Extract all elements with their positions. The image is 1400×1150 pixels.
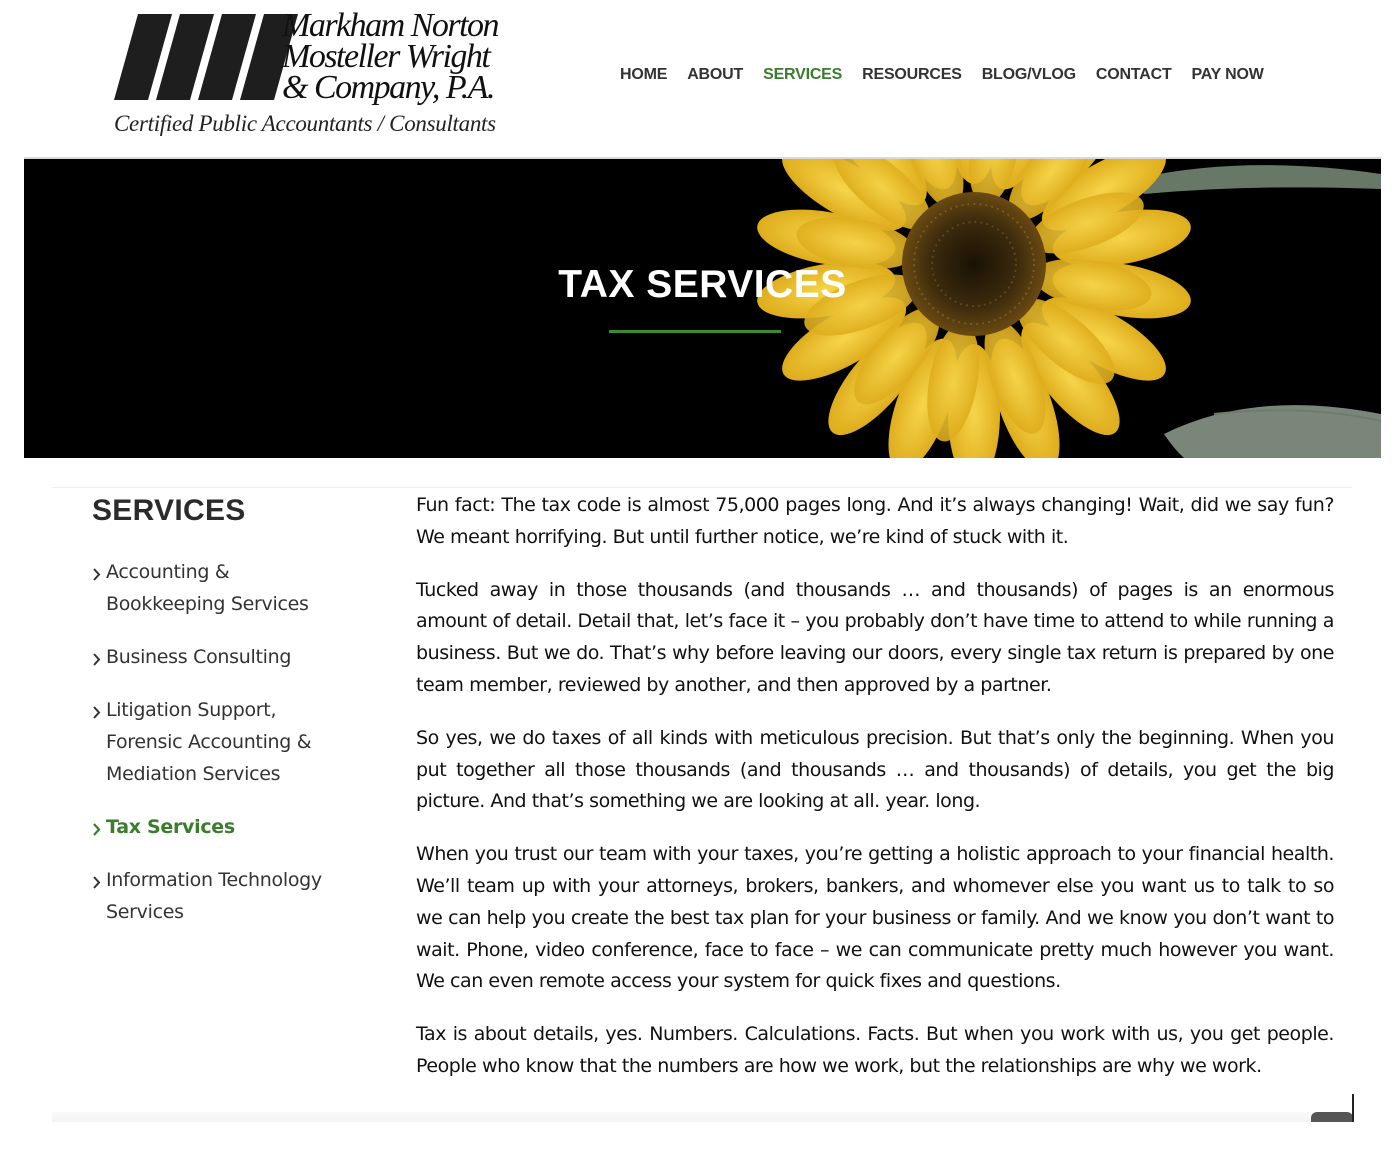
logo-wordmark (282, 7, 499, 106)
hero-banner (24, 159, 1381, 458)
nav-home[interactable]: HOME (620, 66, 668, 83)
sidebar-item-label: Litigation Support, Forensic Accounting & Mediation Services (106, 699, 312, 785)
company-logo[interactable] (112, 7, 502, 145)
content-bottom-edge (52, 1112, 1352, 1122)
sidebar-item-label: Tax Services (106, 816, 235, 838)
article-paragraph: Tucked away in those thousands (and thousands … and thousands) of pages is an enormous amount of detail. Detail that, let’s face it – you probably don’t have time to attend to while running a business. But we do. That’s why before leaving our doors, every single tax return is prepared by one team member, reviewed by another, and then approved by a partner. (416, 578, 1334, 696)
article-paragraph: Fun fact: The tax code is almost 75,000 pages long. And it’s always changing! Wait, did we say fun? We meant horrifying. But until further notice, we’re kind of stuck with it. (416, 494, 1334, 548)
sunflower-image (24, 159, 1381, 458)
logo-stripes-icon (112, 12, 302, 102)
sidebar-item-label: Accounting & Bookkeeping Services (106, 561, 309, 615)
nav-about[interactable]: ABOUT (687, 66, 744, 83)
article-paragraph: So yes, we do taxes of all kinds with meticulous precision. But that’s only the beginning. When you put together all those thousands (and thousands … and thousands) of details, you get the big picture. And that’s something we are looking at all. year. long. (416, 726, 1334, 813)
chevron-right-icon (92, 556, 106, 581)
sidebar-item-litigation-support[interactable] (92, 694, 382, 790)
chevron-right-icon (92, 694, 106, 719)
nav-services[interactable]: SERVICES (763, 66, 843, 83)
window-scrollbar-edge (1352, 1094, 1354, 1122)
logo-line-2: Mosteller Wright (282, 38, 490, 75)
article-paragraph: Tax is about details, yes. Numbers. Calculations. Facts. But when you work with us, you get people. People who know that the numbers are how we work, but the relationships are why we work. (416, 1023, 1334, 1077)
nav-resources[interactable]: RESOURCES (862, 66, 962, 83)
sidebar-title: SERVICES (92, 494, 246, 527)
services-sidebar (92, 494, 382, 949)
chevron-right-icon (92, 864, 106, 889)
scroll-to-top-icon[interactable] (1311, 1112, 1353, 1122)
article-paragraph: When you trust our team with your taxes, you’re getting a holistic approach to your financial health. We’ll team up with your attorneys, brokers, bankers, and whomever else you want us to talk to so we can help you create the best tax plan for your business or family. And we know you don’t want to wait. Phone, video conference, face to face – we can communicate pretty much however you want. We can even remote access your system for quick fixes and questions. (416, 843, 1334, 993)
main-nav (620, 66, 1284, 84)
chevron-right-icon (92, 811, 106, 836)
sidebar-item-accounting-bookkeeping[interactable] (92, 556, 382, 620)
article-body (416, 490, 1334, 1104)
content-divider (52, 487, 1352, 488)
title-underline (609, 330, 781, 333)
site-header (0, 0, 1400, 158)
nav-pay-now[interactable]: PAY NOW (1191, 66, 1264, 83)
chevron-right-icon (92, 641, 106, 666)
sidebar-item-business-consulting[interactable] (92, 641, 382, 673)
sidebar-item-tax-services[interactable] (92, 811, 382, 843)
sidebar-item-information-technology[interactable] (92, 864, 382, 928)
page-title: TAX SERVICES (558, 263, 847, 306)
logo-line-1: Markham Norton (282, 7, 499, 44)
logo-tagline: Certified Public Accountants / Consultants (114, 111, 496, 136)
nav-blog-vlog[interactable]: BLOG/VLOG (981, 66, 1076, 83)
sidebar-item-label: Business Consulting (106, 646, 292, 668)
nav-contact[interactable]: CONTACT (1095, 66, 1172, 83)
sidebar-item-label: Information Technology Services (106, 869, 322, 923)
logo-line-3: & Company, P.A. (282, 69, 495, 106)
